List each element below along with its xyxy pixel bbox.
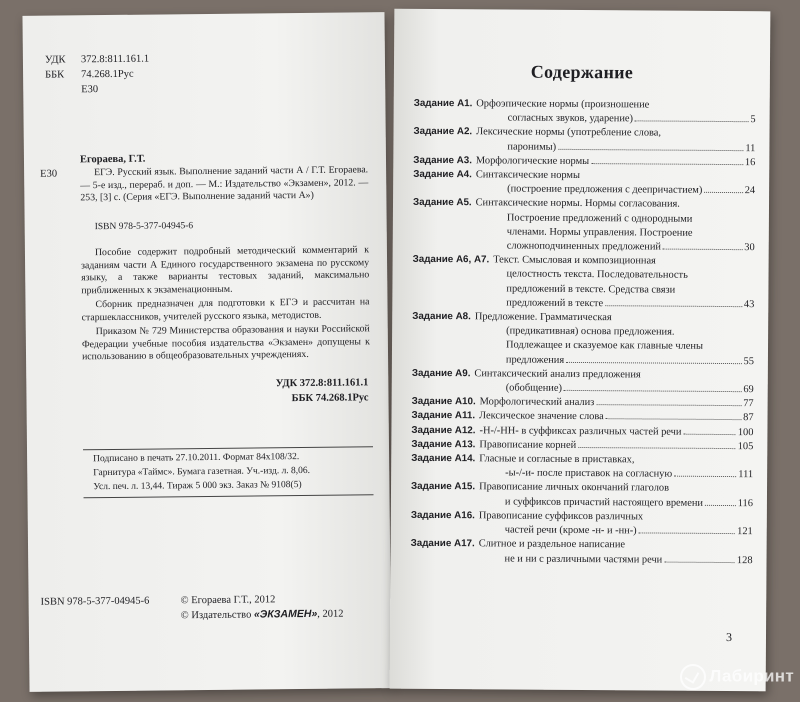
copyright-publisher-prefix: © Издательство bbox=[180, 609, 252, 622]
toc-leader-dots bbox=[566, 362, 741, 364]
toc-entry bbox=[410, 537, 752, 568]
toc-line bbox=[411, 480, 753, 497]
toc-leader-dots bbox=[606, 419, 741, 421]
toc-entry-text: Построение предложений с однородными bbox=[506, 212, 693, 225]
toc-page-number: 111 bbox=[738, 469, 754, 481]
toc-entry-text: Синтаксический анализ предложения bbox=[474, 368, 641, 381]
isbn: ISBN 978-5-377-04945-6 bbox=[94, 221, 194, 233]
toc-page-number: 121 bbox=[737, 526, 753, 538]
toc-leader-dots bbox=[663, 249, 742, 251]
toc-line bbox=[414, 97, 756, 114]
toc-entry-text: Гласные и согласные в приставках, bbox=[479, 453, 635, 466]
toc-entry-text: сложноподчиненных предложений bbox=[506, 240, 662, 253]
toc-entry-text: Синтаксические нормы. Нормы согласования. bbox=[475, 197, 680, 211]
toc-entry-text: Лексическое значение слова bbox=[479, 410, 604, 423]
udk-label: УДК bbox=[44, 54, 66, 66]
toc-line bbox=[413, 196, 755, 213]
watermark bbox=[680, 664, 794, 690]
toc-entry-text: Подлежащее и сказуемое как главные члены bbox=[505, 339, 704, 353]
toc-leader-dots bbox=[674, 476, 736, 477]
toc-page-number: 5 bbox=[750, 114, 756, 126]
toc-leader-dots bbox=[591, 163, 743, 165]
toc-line bbox=[411, 452, 753, 469]
toc-entry-text: (предикативная) основа предложения. bbox=[506, 325, 675, 338]
toc-line bbox=[411, 537, 753, 554]
toc-line bbox=[413, 168, 755, 185]
table-of-contents bbox=[410, 97, 755, 568]
toc-entry-text: Слитное и раздельное написание bbox=[478, 538, 626, 551]
toc-entry-text: (обобщение) bbox=[505, 382, 563, 394]
toc-entry-text: членами. Нормы управления. Построение bbox=[506, 226, 693, 239]
toc-leader-dots bbox=[558, 148, 743, 150]
toc-entry bbox=[411, 509, 753, 540]
toc-task-label: Задание А5. bbox=[412, 197, 472, 209]
toc-entry-text: Лексические нормы (употребление слова, bbox=[476, 126, 662, 139]
ministry-approval: Приказом № 729 Министерства образования и науки Российской Федерации учебные пособия издательства «Экзамен» допущены к использованию в общеобразовательных учреждениях. bbox=[81, 323, 370, 363]
toc-leader-dots bbox=[605, 305, 742, 307]
udk-value: 372.8:811.161.1 bbox=[80, 53, 150, 66]
labirint-logo-icon bbox=[680, 664, 706, 690]
toc-line bbox=[411, 509, 753, 526]
toc-entry-text: Морфологические нормы bbox=[475, 155, 590, 167]
toc-leader-dots bbox=[578, 447, 736, 449]
bbk-value: 74.268.1Рус bbox=[81, 68, 134, 81]
toc-task-label: Задание А8. bbox=[412, 310, 471, 323]
toc-entry-text: Синтаксические нормы bbox=[475, 169, 581, 182]
toc-task-label: Задание А10. bbox=[411, 396, 476, 408]
watermark-text: Лабиринт bbox=[709, 666, 794, 686]
toc-entry bbox=[412, 367, 754, 398]
imprint-line-2: Гарнитура «Таймс». Бумага газетная. Уч.-изд. л. 8,06. bbox=[93, 465, 311, 479]
toc-entry-text: Текст. Смысловая и композиционная bbox=[493, 254, 656, 267]
udk-bottom: УДК 372.8:811.161.1 bbox=[275, 377, 369, 390]
imprint-line-3: Усл. печ. л. 13,44. Тираж 5 000 экз. Заказ № 9108(5) bbox=[93, 480, 302, 493]
toc-entry-text: (построение предложения с деепричастием) bbox=[507, 183, 703, 197]
toc-line bbox=[412, 367, 754, 384]
toc-task-label: Задание А17. bbox=[410, 538, 475, 550]
toc-line bbox=[410, 551, 752, 568]
audience-note: Сборник предназначен для подготовки к ЕГЭ и рассчитан на старшеклассников, учителей русского языка, методистов. bbox=[81, 296, 370, 323]
toc-entry-text: Правописание корней bbox=[479, 439, 577, 451]
bibliographic-record: ЕГЭ. Русский язык. Выполнение заданий части А / Г.Т. Егораева. — 5-е изд., перераб. и доп. — М.: Издательство «Экзамен», 2012. — 253, [3] с. (Серия «ЕГЭ. Выполнение заданий части А») bbox=[80, 164, 369, 204]
toc-task-label: Задание А13. bbox=[411, 438, 476, 451]
toc-task-label: Задание А6, А7. bbox=[412, 254, 490, 266]
toc-entry bbox=[414, 97, 756, 128]
toc-leader-dots bbox=[704, 192, 742, 193]
bbk-bottom: ББК 74.268.1Рус bbox=[291, 392, 369, 405]
catalog-code-2: Е30 bbox=[40, 168, 58, 180]
copyright-year: , 2012 bbox=[317, 608, 344, 620]
toc-entry-text: и суффиксов причастий настоящего времени bbox=[504, 496, 704, 509]
toc-page-number: 30 bbox=[744, 242, 755, 254]
toc-task-label: Задание А4. bbox=[413, 168, 472, 181]
toc-page-number: 11 bbox=[745, 142, 756, 154]
toc-task-label: Задание А9. bbox=[411, 367, 471, 380]
toc-page-number: 128 bbox=[736, 554, 753, 566]
toc-leader-dots bbox=[683, 433, 735, 434]
toc-task-label: Задание А14. bbox=[411, 452, 476, 465]
toc-entry-text: частей речи (кроме -н- и -нн-) bbox=[504, 524, 637, 537]
toc-entry-text: не и ни с различными частями речи bbox=[504, 552, 663, 566]
toc-leader-dots bbox=[664, 561, 735, 562]
right-page bbox=[390, 9, 771, 692]
bbk-label: ББК bbox=[45, 69, 65, 81]
toc-entry bbox=[413, 196, 755, 255]
toc-page-number: 16 bbox=[744, 156, 756, 169]
toc-entry-text: -ы-/-и- после приставок на согласную bbox=[505, 467, 673, 480]
toc-task-label: Задание А15. bbox=[411, 481, 476, 493]
toc-page-number: 116 bbox=[737, 497, 753, 509]
toc-entry-text: предложений в тексте bbox=[506, 297, 604, 310]
page-number: 3 bbox=[725, 630, 733, 645]
toc-entry-text: Правописание личных окончаний глаголов bbox=[479, 481, 670, 495]
toc-entry bbox=[413, 125, 755, 156]
toc-entry bbox=[413, 168, 755, 199]
toc-entry bbox=[412, 253, 754, 312]
toc-entry-text: Предложение. Грамматическая bbox=[474, 311, 612, 324]
toc-entry bbox=[411, 452, 753, 483]
toc-line bbox=[413, 253, 755, 270]
left-page bbox=[22, 12, 391, 692]
toc-page-number: 24 bbox=[744, 185, 756, 197]
toc-page-number: 87 bbox=[743, 412, 754, 424]
toc-page-number: 105 bbox=[737, 440, 754, 453]
toc-task-label: Задание А12. bbox=[411, 424, 476, 436]
copyright-author: © Егораева Г.Т., 2012 bbox=[180, 594, 276, 607]
toc-task-label: Задание А2. bbox=[413, 126, 473, 138]
toc-leader-dots bbox=[596, 404, 741, 406]
toc-entry-text: предложений в тексте. Средства связи bbox=[506, 283, 676, 296]
toc-line bbox=[412, 310, 754, 327]
toc-leader-dots bbox=[564, 390, 741, 392]
publisher-brand: «ЭКЗАМЕН» bbox=[253, 607, 318, 621]
catalog-code: Е30 bbox=[81, 84, 99, 96]
toc-leader-dots bbox=[705, 505, 736, 506]
toc-line bbox=[413, 125, 755, 142]
toc-page-number: 69 bbox=[743, 384, 754, 396]
toc-entry-text: паронимы) bbox=[507, 141, 557, 153]
author-heading: Егораева, Г.Т. bbox=[79, 153, 146, 166]
toc-entry bbox=[411, 480, 753, 511]
toc-entry bbox=[412, 310, 754, 369]
imprint-top-rule bbox=[83, 446, 373, 450]
toc-entry-text: Правописание суффиксов различных bbox=[478, 510, 644, 523]
toc-entry-text: -Н-/-НН- в суффиксах различных частей речи bbox=[479, 424, 682, 438]
toc-entry-text: Орфоэпические нормы (произношение bbox=[476, 98, 650, 111]
toc-entry-text: согласных звуков, ударение) bbox=[507, 112, 634, 125]
toc-entry-text: предложения bbox=[505, 354, 565, 366]
toc-page-number: 100 bbox=[737, 426, 754, 438]
copyright-publisher bbox=[181, 608, 344, 623]
toc-task-label: Задание А11. bbox=[411, 410, 476, 422]
toc-entry-text: целостность текста. Последовательность bbox=[506, 268, 688, 282]
toc-leader-dots bbox=[639, 533, 735, 535]
toc-page-number: 77 bbox=[743, 398, 754, 410]
isbn-bottom: ISBN 978-5-377-04945-6 bbox=[40, 595, 150, 608]
toc-page-number: 43 bbox=[743, 298, 755, 311]
toc-entry-text: Морфологический анализ bbox=[479, 396, 595, 409]
annotation: Пособие содержит подробный методический комментарий к заданиям части А Единого государственного экзамена по русскому языку, а также варианты тестовых заданий, максимально приближенных к экзаменационным. bbox=[81, 244, 370, 297]
toc-page-number: 55 bbox=[743, 355, 754, 367]
imprint-line-1: Подписано в печать 27.10.2011. Формат 84х108/32. bbox=[93, 452, 300, 465]
toc-task-label: Задание А3. bbox=[413, 154, 472, 167]
toc-task-label: Задание А1. bbox=[413, 97, 473, 110]
toc-task-label: Задание А16. bbox=[410, 509, 475, 522]
toc-leader-dots bbox=[635, 121, 748, 123]
imprint-bottom-rule bbox=[84, 494, 374, 498]
toc-title: Содержание bbox=[530, 61, 634, 83]
